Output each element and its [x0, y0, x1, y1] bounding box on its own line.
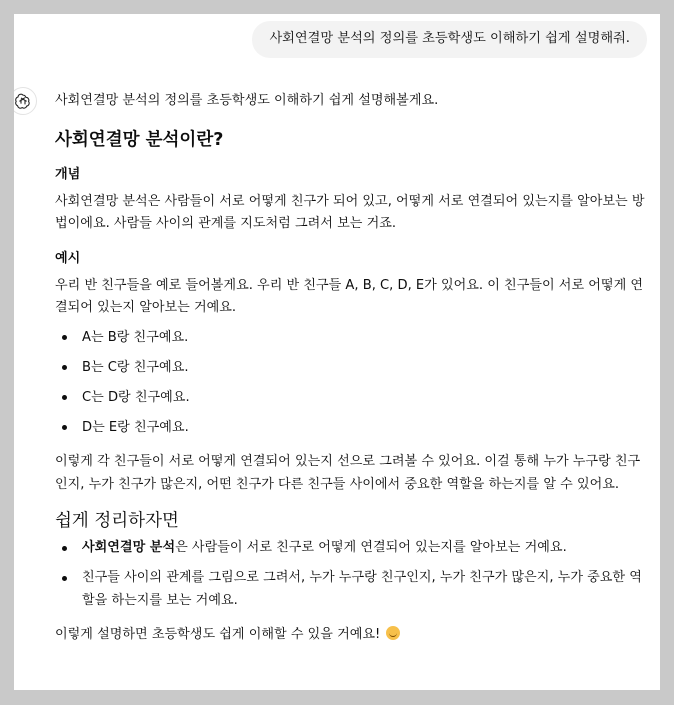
concept-paragraph: 사회연결망 분석은 사람들이 서로 어떻게 친구가 되어 있고, 어떻게 서로 연결되어 있는지를 알아보는 방법이에요. 사람들 사이의 관계를 지도처럼 그려서 보는 거죠. [55, 193, 645, 231]
smiling-face-icon [386, 626, 400, 640]
example-paragraph: 우리 반 친구들을 예로 들어볼게요. 우리 반 친구들 A, B, C, D, E가 있어요. 이 친구들이 서로 어떻게 연결되어 있는지 알아보는 거예요. [55, 277, 644, 315]
summary-term: 사회연결망 분석 [82, 540, 176, 555]
closing-text: 이렇게 설명하면 초등학생도 쉽게 이해할 수 있을 거예요! [55, 627, 381, 642]
list-item: A는 B랑 친구예요. [81, 327, 651, 350]
list-item: C는 D랑 친구예요. [81, 387, 651, 410]
summary-definition: 은 사람들이 서로 친구로 어떻게 연결되어 있는지를 알아보는 거예요. [175, 540, 567, 555]
openai-logo-icon [14, 87, 37, 115]
user-message-bubble: 사회연결망 분석의 정의를 초등학생도 이해하기 쉽게 설명해줘. [252, 21, 647, 58]
section-heading-summary: 쉽게 정리하자면 [55, 511, 179, 531]
example-conclusion-paragraph: 이렇게 각 친구들이 서로 어떻게 연결되어 있는지 선으로 그려볼 수 있어요. 이걸 통해 누가 누구랑 친구인지, 누가 친구가 많은지, 어떤 친구가 다른 친구들 사이에서 중요한 역할을 하는지를 알 수 있어요. [55, 454, 641, 492]
list-item: B는 C랑 친구예요. [81, 357, 651, 380]
summary-list [55, 537, 651, 612]
chat-window [14, 14, 660, 690]
assistant-intro: 사회연결망 분석의 정의를 초등학생도 이해하기 쉽게 설명해볼게요. [55, 93, 439, 108]
closing-paragraph [55, 624, 651, 647]
list-item [81, 537, 651, 560]
list-item: D는 E랑 친구예요. [81, 417, 651, 440]
list-item: 친구들 사이의 관계를 그림으로 그려서, 누가 누구랑 친구인지, 누가 친구가 많은지, 누가 중요한 역할을 하는지를 보는 거예요. [81, 567, 651, 612]
section-heading-definition: 사회연결망 분석이란? [55, 129, 224, 150]
subheading-example: 예시 [55, 250, 81, 266]
example-list [55, 327, 651, 440]
subheading-concept: 개념 [55, 166, 81, 182]
assistant-message [55, 90, 651, 647]
